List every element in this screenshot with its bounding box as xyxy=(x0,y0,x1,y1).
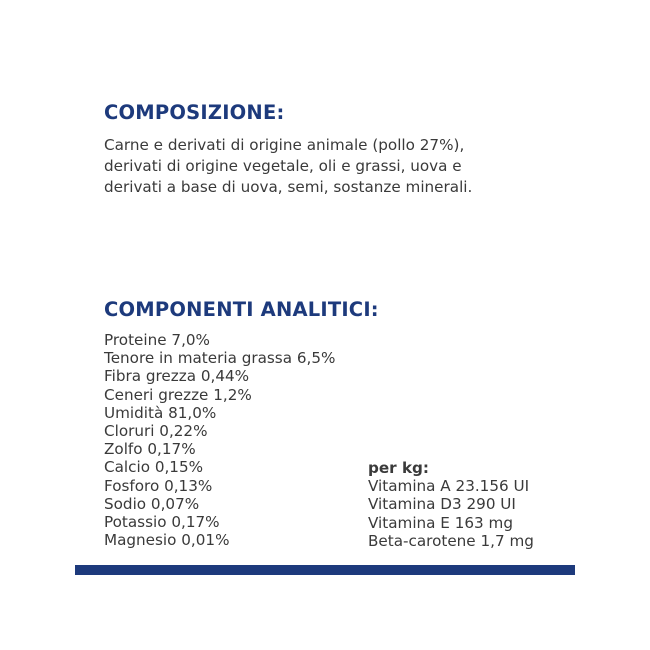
analytical-item: Tenore in materia grassa 6,5% xyxy=(104,349,336,368)
per-kg-list xyxy=(368,459,534,550)
analytical-item: Zolfo 0,17% xyxy=(104,440,196,459)
analytical-item: Calcio 0,15% xyxy=(104,458,204,477)
analytical-item: Proteine 7,0% xyxy=(104,331,210,349)
analytical-components-list xyxy=(104,331,335,549)
analytical-item: Cloruri 0,22% xyxy=(104,421,208,440)
composition-line: Carne e derivati di origine animale (pollo 27%), xyxy=(104,136,465,154)
vitamin-item: Vitamina E 163 mg xyxy=(368,513,513,532)
analytical-item: Sodio 0,07% xyxy=(104,494,200,513)
bottom-divider-bar xyxy=(75,565,575,575)
composition-heading: COMPOSIZIONE: xyxy=(104,101,285,124)
analytical-components-heading: COMPONENTI ANALITICI: xyxy=(104,298,379,321)
analytical-item: Magnesio 0,01% xyxy=(104,531,230,550)
composition-text xyxy=(104,135,544,198)
analytical-item: Fosforo 0,13% xyxy=(104,476,213,495)
vitamin-item: Vitamina D3 290 UI xyxy=(368,495,516,514)
vitamin-item: Beta-carotene 1,7 mg xyxy=(368,531,534,550)
analytical-item: Umidità 81,0% xyxy=(104,403,217,422)
composition-line: derivati di origine vegetale, oli e grassi, uova e xyxy=(104,157,462,175)
analytical-item: Potassio 0,17% xyxy=(104,512,220,531)
vitamin-item: Vitamina A 23.156 UI xyxy=(368,477,530,496)
composition-line: derivati a base di uova, semi, sostanze minerali. xyxy=(104,178,473,196)
per-kg-label: per kg: xyxy=(368,459,429,477)
analytical-item: Ceneri grezze 1,2% xyxy=(104,385,252,404)
analytical-item: Fibra grezza 0,44% xyxy=(104,367,250,386)
